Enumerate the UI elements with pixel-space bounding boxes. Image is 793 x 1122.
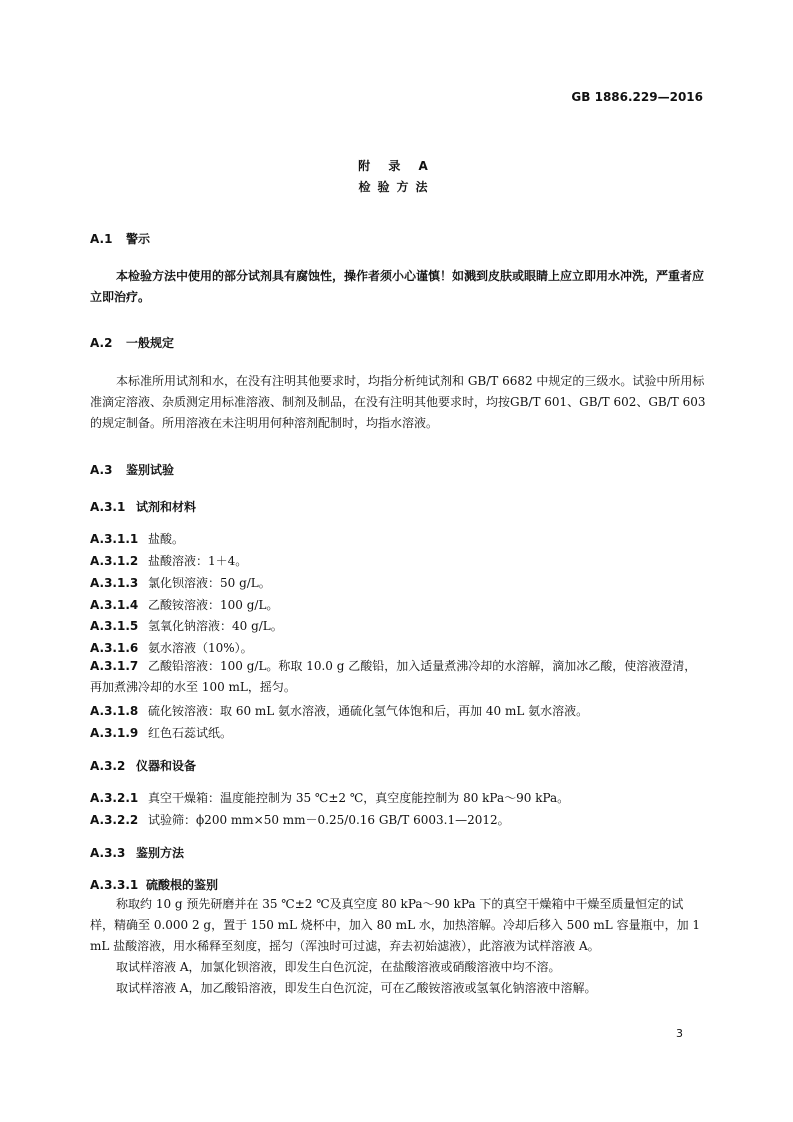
section-a32-heading: A.3.2 仪器和设备 <box>90 759 197 773</box>
reagent-item: A.3.1.1 盐酸。 <box>90 532 185 546</box>
reagent-item: A.3.1.2 盐酸溶液：1＋4。 <box>90 554 248 568</box>
instrument-item: A.3.2.1 真空干燥箱：温度能控制为 35 ℃±2 ℃，真空度能控制为 80 kPa～90 kPa。 <box>90 791 570 805</box>
barium-test-paragraph: 取试样溶液 A，加氯化钡溶液，即发生白色沉淀，在盐酸溶液或硝酸溶液中均不溶。 <box>116 960 561 974</box>
reagent-item: A.3.1.8 硫化铵溶液：取 60 mL 氨水溶液，通硫化氢气体饱和后，再加 40 mL 氨水溶液。 <box>90 704 589 718</box>
reagent-item: A.3.1.4 乙酸铵溶液：100 g/L。 <box>90 598 279 612</box>
section-a2-heading: A.2 一般规定 <box>90 336 175 350</box>
section-a331-heading: A.3.3.1 硫酸根的鉴别 <box>90 878 219 892</box>
page-number: 3 <box>676 1027 683 1040</box>
reagent-item: A.3.1.3 氯化钡溶液：50 g/L。 <box>90 576 271 590</box>
instrument-item: A.3.2.2 试验筛：ϕ200 mm×50 mm－0.25/0.16 GB/T 6003.1—2012。 <box>90 813 510 827</box>
general-paragraph: 本标准所用试剂和水，在没有注明其他要求时，均指分析纯试剂和 GB/T 6682 中规定的三级水。试验中所用标准滴定溶液、杂质测定用标准溶液、制剂及制品，在没有注明其他要求时，均按GB/T 601、GB/T 602、GB/T 603 的规定制备。所用溶液在未注明用何种溶剂配制时，均指水溶液。 <box>90 374 706 430</box>
appendix-subtitle: 检验方法 <box>358 180 435 194</box>
reagent-item: A.3.1.9 红色石蕊试纸。 <box>90 726 233 740</box>
section-a31-heading: A.3.1 试剂和材料 <box>90 500 197 514</box>
section-a3-heading: A.3 鉴别试验 <box>90 463 175 477</box>
section-a33-heading: A.3.3 鉴别方法 <box>90 846 185 860</box>
section-a1-heading: A.1 警示 <box>90 232 151 246</box>
appendix-title: 附 录 A <box>358 159 435 173</box>
procedure-paragraph: 称取约 10 g 预先研磨并在 35 ℃±2 ℃及真空度 80 kPa～90 kPa 下的真空干燥箱中干燥至质量恒定的试样，精确至 0.000 2 g，置于 150 mL 烧杯中，加入 80 mL 水，加热溶解。冷却后移入 500 mL 容量瓶中，加 1 mL 盐酸溶液，用水稀释至刻度，摇匀（浑浊时可过滤，弃去初始滤液），此溶液为试样溶液 A。 <box>90 897 701 953</box>
lead-test-paragraph: 取试样溶液 A，加乙酸铅溶液，即发生白色沉淀，可在乙酸铵溶液或氢氧化钠溶液中溶解。 <box>116 981 597 995</box>
reagent-item: A.3.1.5 氢氧化钠溶液：40 g/L。 <box>90 619 283 633</box>
standard-number: GB 1886.229—2016 <box>571 90 703 104</box>
warning-paragraph: 本检验方法中使用的部分试剂具有腐蚀性，操作者须小心谨慎！如溅到皮肤或眼睛上应立即用水冲洗，严重者应立即治疗。 <box>90 269 705 304</box>
reagent-item-lead-acetate: A.3.1.7 乙酸铅溶液：100 g/L。称取 10.0 g 乙酸铅，加入适量煮沸冷却的水溶解，滴加冰乙酸，使溶液澄清，再加煮沸冷却的水至 100 mL，摇匀。 <box>90 659 697 694</box>
reagent-item: A.3.1.6 氨水溶液（10%）。 <box>90 641 253 655</box>
